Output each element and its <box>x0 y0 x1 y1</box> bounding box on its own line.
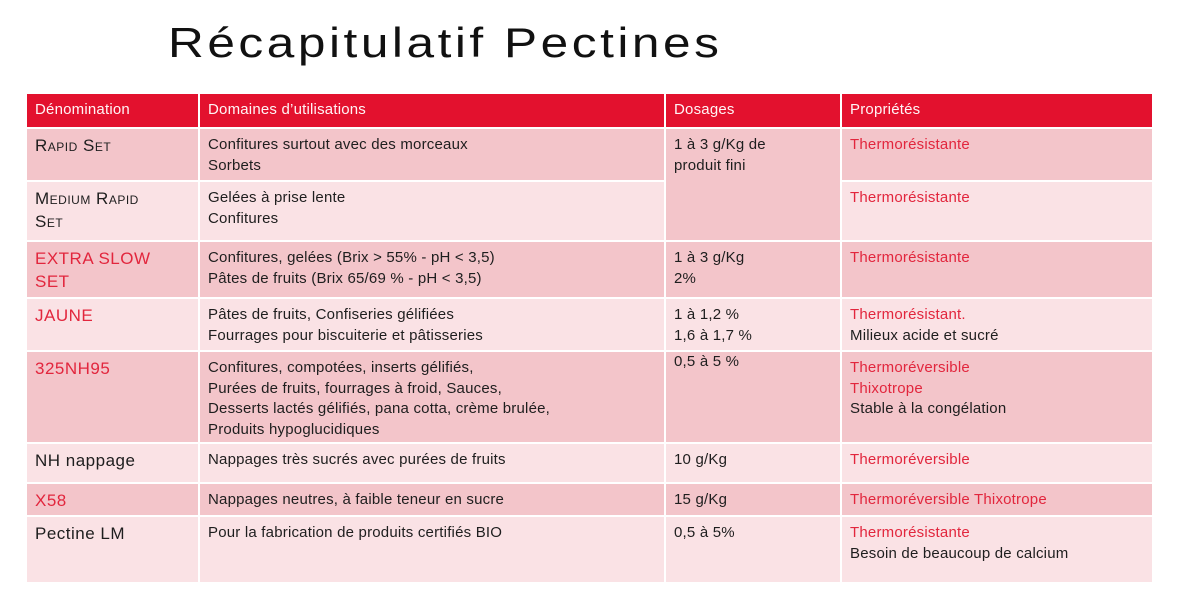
header-dosages <box>666 94 840 127</box>
domaines-line: Confitures surtout avec des morceaux <box>208 136 468 153</box>
proprietes-line: Thermorésistante <box>850 189 970 206</box>
domaines-cell <box>200 242 664 297</box>
domaines-line: Nappages très sucrés avec purées de fruits <box>208 451 506 468</box>
proprietes-line: Thermoréversible Thixotrope <box>850 491 1047 508</box>
dosages-cell <box>666 352 840 442</box>
domaines-line: Fourrages pour biscuiterie et pâtisseries <box>208 326 483 344</box>
domaines-cell <box>200 484 664 515</box>
header-label: Domaines d’utilisations <box>208 101 367 118</box>
header-domaines <box>200 94 664 127</box>
denomination-cell <box>27 444 198 482</box>
domaines-line: Desserts lactés gélifiés, pana cotta, crème brulée, <box>208 400 551 417</box>
domaines-cell <box>200 517 664 582</box>
pectin-summary-table <box>27 94 1152 582</box>
dosages-cell <box>666 444 840 482</box>
domaines-line: Nappages neutres, à faible teneur en sucre <box>208 491 505 508</box>
dosages-line: 1 à 3 g/Kg <box>674 249 745 266</box>
proprietes-cell <box>842 129 1152 180</box>
denomination-text: X58 <box>35 491 67 510</box>
dosages-line: 0,5 à 5 % <box>674 353 740 370</box>
proprietes-line: Thermoréversible <box>850 359 970 376</box>
header-proprietes <box>842 94 1152 127</box>
proprietes-line: Thermorésistant. <box>850 306 966 323</box>
proprietes-line: Thermoréversible <box>850 451 970 468</box>
proprietes-line: Thermorésistante <box>850 249 970 266</box>
dosages-line: 1,6 à 1,7 % <box>674 326 753 344</box>
dosages-cell <box>666 129 840 240</box>
denomination-cell <box>27 517 198 582</box>
dosages-line: 1 à 3 g/Kg de <box>674 136 766 153</box>
dosages-cell <box>666 242 840 297</box>
denomination-cell <box>27 182 198 240</box>
dosages-line: 1 à 1,2 % <box>674 306 740 323</box>
proprietes-cell <box>842 484 1152 515</box>
domaines-line: Confitures <box>208 209 279 227</box>
header-label: Dosages <box>674 101 735 118</box>
header-denomination <box>27 94 198 127</box>
proprietes-line: Thermorésistante <box>850 136 970 153</box>
denomination-text: Medium Rapid <box>35 189 139 208</box>
denomination-text: 325NH95 <box>35 359 111 378</box>
domaines-line: Gelées à prise lente <box>208 189 346 206</box>
denomination-text: JAUNE <box>35 306 94 325</box>
proprietes-cell <box>842 444 1152 482</box>
dosages-cell <box>666 484 840 515</box>
denomination-text: Pectine LM <box>35 524 126 543</box>
dosages-line: produit fini <box>674 156 746 174</box>
denomination-text: Set <box>35 212 64 231</box>
domaines-line: Pâtes de fruits (Brix 65/69 % - pH < 3,5) <box>208 269 482 287</box>
proprietes-line: Besoin de beaucoup de calcium <box>850 544 1069 562</box>
domaines-cell <box>200 444 664 482</box>
denomination-cell <box>27 484 198 515</box>
proprietes-cell <box>842 352 1152 442</box>
denomination-text: SET <box>35 272 70 291</box>
domaines-line: Purées de fruits, fourrages à froid, Sauces, <box>208 379 502 397</box>
domaines-cell <box>200 299 664 350</box>
domaines-line: Sorbets <box>208 156 262 174</box>
domaines-cell <box>200 182 664 240</box>
proprietes-cell <box>842 517 1152 582</box>
dosages-cell <box>666 299 840 350</box>
denomination-text: Rapid Set <box>35 136 112 155</box>
dosages-line: 15 g/Kg <box>674 491 728 508</box>
dosages-line: 0,5 à 5% <box>674 524 735 541</box>
proprietes-line: Thermorésistante <box>850 524 970 541</box>
proprietes-line: Thixotrope <box>850 379 923 397</box>
proprietes-line: Milieux acide et sucré <box>850 326 999 344</box>
denomination-cell <box>27 242 198 297</box>
proprietes-cell <box>842 242 1152 297</box>
denomination-cell <box>27 352 198 442</box>
denomination-text: EXTRA SLOW <box>35 249 151 268</box>
domaines-line: Confitures, compotées, inserts gélifiés, <box>208 359 474 376</box>
header-label: Dénomination <box>35 101 130 118</box>
proprietes-cell <box>842 299 1152 350</box>
domaines-cell <box>200 129 664 180</box>
dosages-line: 10 g/Kg <box>674 451 728 468</box>
proprietes-line: Stable à la congélation <box>850 400 1007 417</box>
denomination-text: NH nappage <box>35 451 136 470</box>
domaines-cell <box>200 352 664 442</box>
dosages-cell <box>666 517 840 582</box>
proprietes-cell <box>842 182 1152 240</box>
domaines-line: Pour la fabrication de produits certifiés BIO <box>208 524 503 541</box>
domaines-line: Produits hypoglucidiques <box>208 420 380 438</box>
denomination-cell <box>27 129 198 180</box>
dosages-line: 2% <box>674 269 697 287</box>
domaines-line: Pâtes de fruits, Confiseries gélifiées <box>208 306 455 323</box>
denomination-cell <box>27 299 198 350</box>
header-label: Propriétés <box>850 101 921 118</box>
domaines-line: Confitures, gelées (Brix > 55% - pH < 3,5) <box>208 249 495 266</box>
page-title: Récapitulatif Pectines <box>168 19 723 66</box>
